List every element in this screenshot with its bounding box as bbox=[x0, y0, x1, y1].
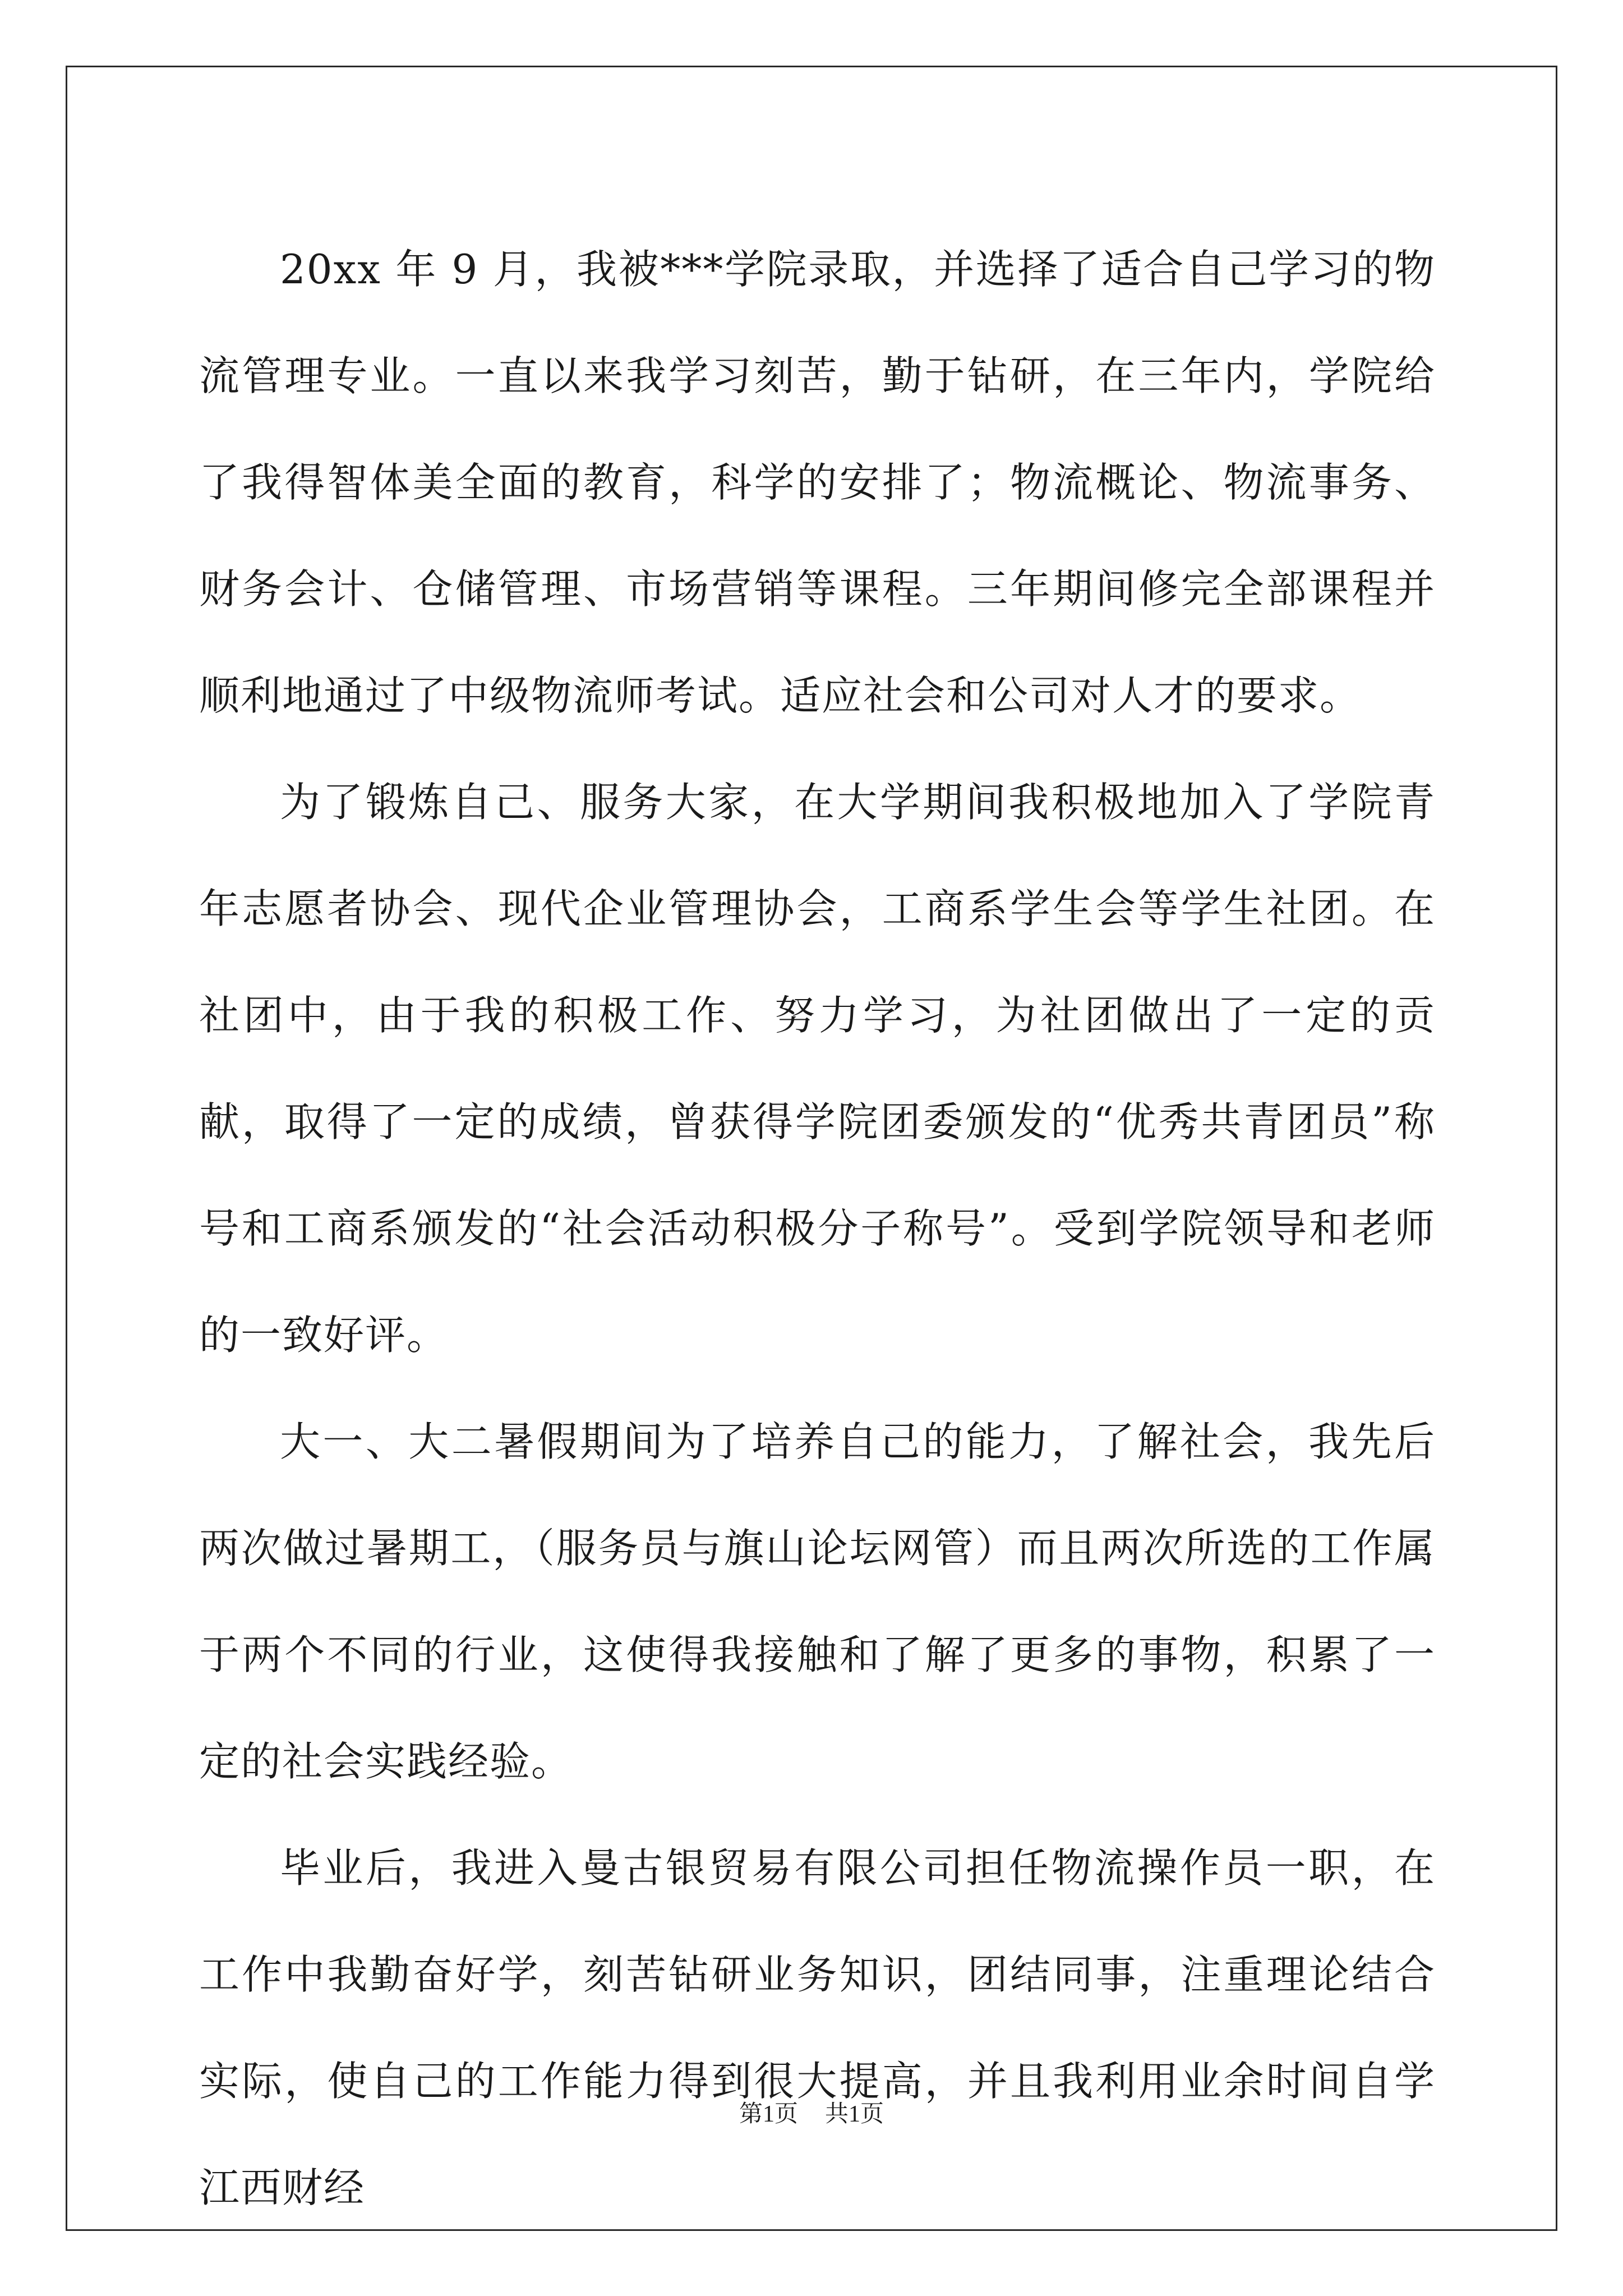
page-total: 共1页 bbox=[825, 2101, 884, 2127]
paragraph-3: 大一、大二暑假期间为了培养自己的能力，了解社会，我先后两次做过暑期工，（服务员与旗山论坛网管）而且两次所选的工作属于两个不同的行业，这使得我接触和了解了更多的事物，积累了一定的社会实践经验。 bbox=[199, 1418, 1436, 1785]
document-body bbox=[199, 216, 1436, 2241]
paragraph-4: 毕业后，我进入曼古银贸易有限公司担任物流操作员一职，在工作中我勤奋好学，刻苦钻研业务知识，团结同事，注重理论结合实际，使自己的工作能力得到很大提高，并且我利用业余时间自学江西财经 bbox=[199, 1844, 1436, 2211]
paragraph-1: 20xx 年 9 月，我被***学院录取，并选择了适合自己学习的物流管理专业。一直以来我学习刻苦，勤于钻研，在三年内，学院给了我得智体美全面的教育，科学的安排了；物流概论、物流事务、财务会计、仓储管理、市场营销等课程。三年期间修完全部课程并顺利地通过了中级物流师考试。适应社会和公司对人才的要求。 bbox=[199, 246, 1436, 719]
paragraph-2: 为了锻炼自己、服务大家，在大学期间我积极地加入了学院青年志愿者协会、现代企业管理协会，工商系学生会等学生社团。在社团中，由于我的积极工作、努力学习，为社团做出了一定的贡献，取得了一定的成绩，曾获得学院团委颁发的“优秀共青团员”称号和工商系颁发的“社会活动积极分子称号”。受到学院领导和老师的一致好评。 bbox=[199, 779, 1436, 1359]
page-number: 第1页 bbox=[739, 2101, 798, 2127]
page-footer bbox=[0, 2095, 1623, 2129]
